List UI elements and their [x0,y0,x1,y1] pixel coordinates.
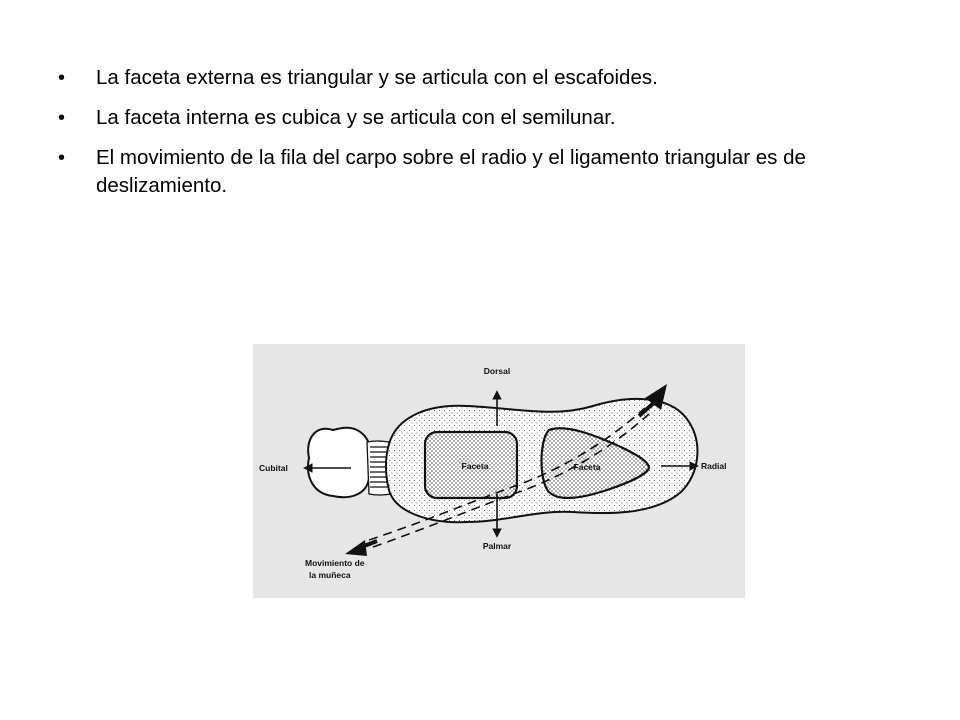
bullet-item [58,144,908,200]
bullet-text: El movimiento de la fila del carpo sobre el radio y el ligamento triangular es de deslizamiento. [96,146,806,197]
bullet-dot-icon: • [58,67,66,89]
palmar-label: Palmar [482,541,512,551]
radial-label: Radial [701,461,727,471]
bullet-dot-icon: • [58,147,66,169]
wrist-facets-diagram [253,344,745,598]
movement-label-line2: la muñeca [309,570,351,580]
dorsal-label: Dorsal [483,366,511,376]
bullet-text: La faceta interna es cubica y se articula con el semilunar. [96,106,616,129]
bullet-list [58,64,908,212]
left-facet-label: Faceta [461,461,489,471]
bullet-item [58,64,908,92]
right-facet-label: Faceta [573,462,601,472]
diagram-svg [253,344,745,598]
bullet-text: La faceta externa es triangular y se articula con el escafoides. [96,66,658,89]
bullet-item [58,104,908,132]
bullet-dot-icon: • [58,107,66,129]
cubital-label: Cubital [259,463,288,473]
movement-label-line1: Movimiento de [305,558,365,568]
ulnar-head-shape [308,428,372,498]
